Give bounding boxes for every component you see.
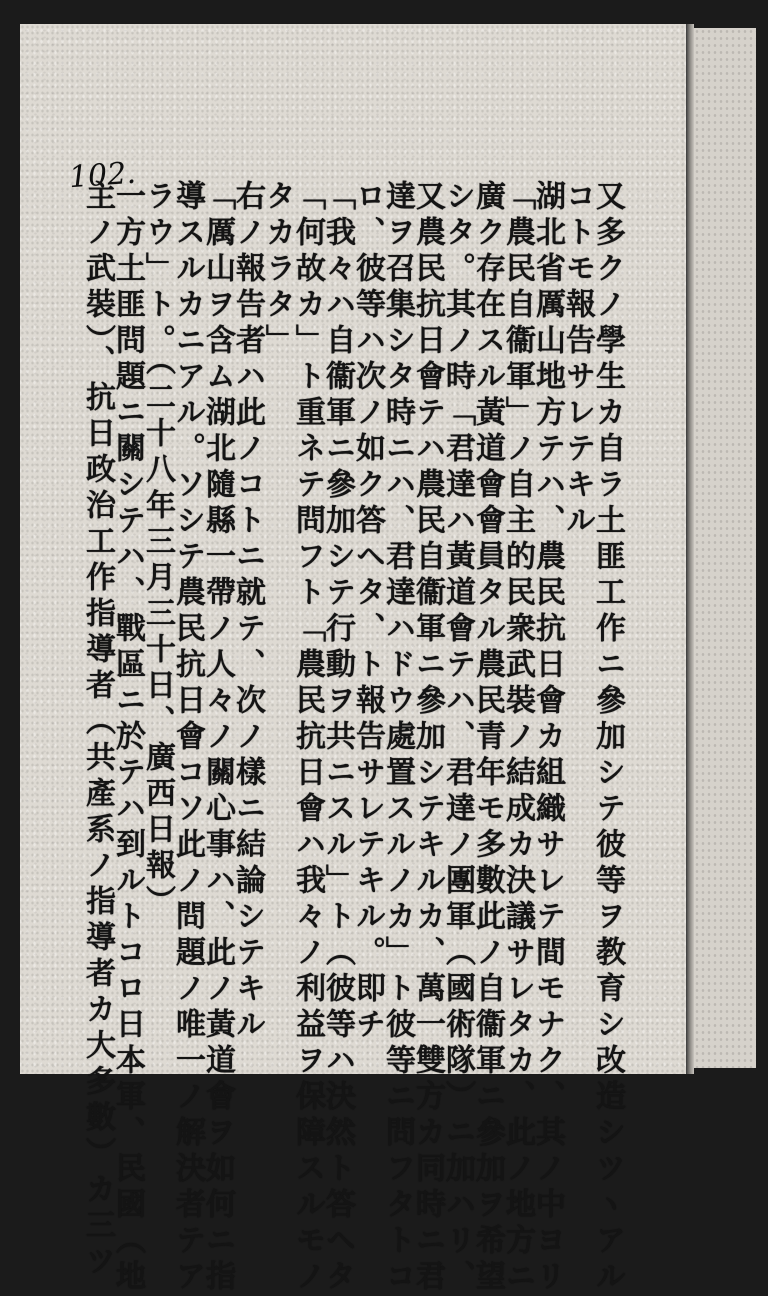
text-column: コトモ報告サレテキル xyxy=(560,180,595,540)
text-column: シタ。其ノ時「君達ハ黃道會テハ、君達ノ團軍（國術隊）ニ加ハリ、 xyxy=(440,180,475,1296)
text-column: ラウ」ト。（二十八年三月三十日、廣西日報） xyxy=(140,180,175,921)
text-column: 又多クノ學生カ自ラ土匪工作ニ參加シテ彼等ヲ教育シ改造シツヽアル xyxy=(590,180,625,1296)
text-column: タカラタ」 xyxy=(260,180,295,360)
text-column: 一方土匪問題ニ關シテハ、戰區ニ於テハ到ルトコロ日本軍、民國（地 xyxy=(110,180,145,1296)
text-column: 主ノ武裝）、抗日政治工作指導者（共產系ノ指導者カ大多數）カ三ツ xyxy=(80,180,115,1281)
text-column: 「厲山ヲ含ム湖北隨縣一帶ノ人々ノ關心事ハ、此ノ黃道會ヲ如何ニ指 xyxy=(200,180,235,1296)
page-number: 102. xyxy=(67,155,137,196)
text-column: ロ、彼等ハ次ノ如ク答ヘタ、ト報告サレテキル。即チ xyxy=(350,180,385,1044)
text-column: 又農民抗日會テハ農民自衞軍ニ參加シテキルカ、萬一雙方カ同時ニ君 xyxy=(410,180,445,1296)
adjacent-page-edge xyxy=(694,28,756,1068)
text-column: 右ノ報告者ハ此ノコトニ就テ、次ノ樣ニ結論シテキル xyxy=(230,180,265,1044)
text-column: 達ヲ召集シタ時ニハ、君達ハドウ處置スルノカ」ト彼等ニ問フタトコ xyxy=(380,180,415,1296)
book-spine xyxy=(686,24,694,1074)
text-column: 「我々ハ自衞軍ニ參加シテ行動ヲ共ニスル」ト（彼等ハ決然ト答ヘタ xyxy=(320,180,355,1296)
text-column: 「何故カ」ト重ネテ問フト「農民抗日會ハ我々ノ利益ヲ保障スルモノ xyxy=(290,180,325,1296)
vertical-text-body xyxy=(64,180,625,1296)
text-column: 「農民自衞軍」ノ自主的民衆武裝ノ結成カ決議サレタカ、此ノ地方ニ xyxy=(500,180,535,1296)
text-column: 導スルカニアル。ソシテ農民抗日會コソ此ノ問題ノ唯一ノ解決者テア xyxy=(170,180,205,1296)
text-column: 廣ク存在スル黃道會會員タル農民青年モ多數此ノ自衞軍ニ參加ヲ希望 xyxy=(470,180,505,1296)
text-column: 湖北省厲山地方テハ、農民抗日會カ組織サレテ間モナク、其ノ中ヨリ xyxy=(530,180,565,1296)
